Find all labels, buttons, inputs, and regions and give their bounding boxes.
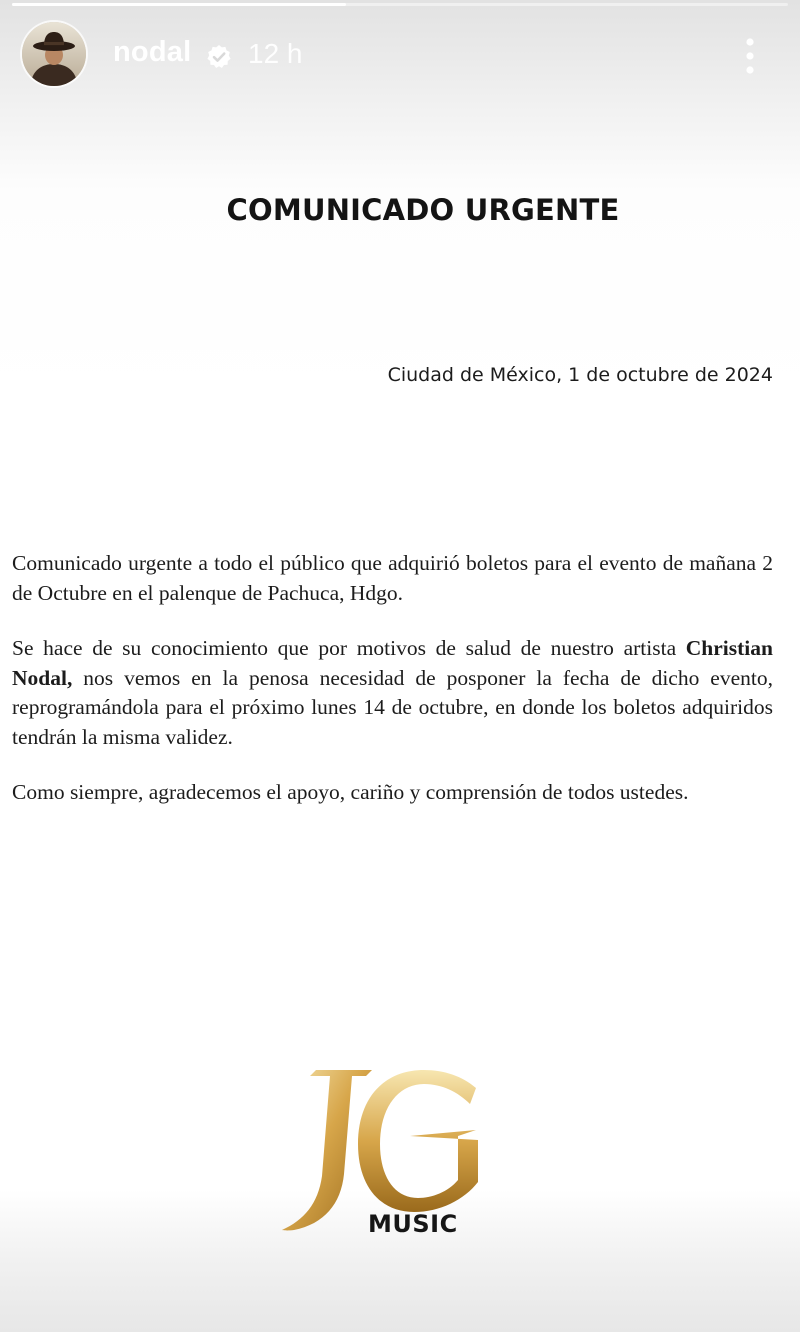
logo-letter-g [358, 1070, 478, 1212]
document-date-line: Ciudad de México, 1 de octubre de 2024 [387, 364, 773, 386]
avatar-image [22, 22, 86, 86]
story-progress-fill [12, 3, 346, 6]
story-timestamp: 12 h [248, 38, 303, 69]
paragraph-2 [12, 634, 773, 752]
artist-name: Christian Nodal, [12, 636, 773, 690]
logo-word-music: MUSIC [368, 1210, 458, 1238]
story-username[interactable]: nodal [113, 36, 192, 68]
verified-badge-icon [206, 44, 232, 70]
story-progress-bar [12, 3, 788, 6]
document-title: COMUNICADO URGENTE [226, 193, 620, 227]
more-options-icon[interactable] [736, 36, 764, 76]
paragraph-3: Como siempre, agradecemos el apoyo, cariño y comprensión de todos ustedes. [12, 780, 689, 804]
avatar[interactable] [22, 22, 86, 86]
paragraph-1: Comunicado urgente a todo el público que adquirió boletos para el evento de mañana 2 de Octubre en el palenque de Pachuca, Hdgo. [12, 551, 773, 605]
paragraph-2-intro: Se hace de su conocimiento que por motivos de salud de nuestro artista [12, 636, 686, 660]
story-header [0, 20, 800, 92]
document-body [12, 549, 773, 834]
paragraph-2-rest: nos vemos en la penosa necesidad de posponer la fecha de dicho evento, reprogramándola para el próximo lunes 14 de octubre, en donde los boletos adquiridos tendrán la misma validez. [12, 665, 773, 749]
jg-music-logo [280, 1064, 490, 1240]
